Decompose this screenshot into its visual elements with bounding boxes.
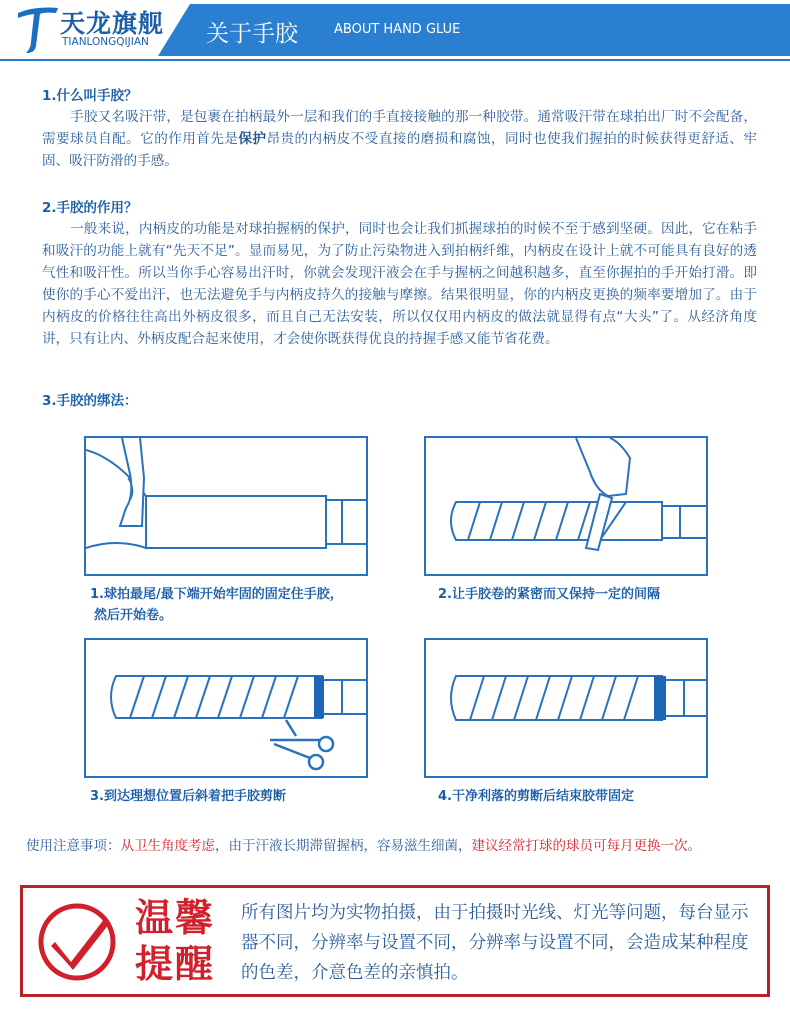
section1-text-b: 昂贵的内柄皮不受直接的磨损和腐蚀，同时也使我们握拍的时候获得更舒适、牢固、吸汗防滑的手感。 [42,131,758,169]
step3-caption [90,786,286,807]
step4-illustration [424,638,708,778]
brand-name-cn: 天龙旗舰 [60,9,165,38]
scissors-icon [270,720,333,769]
grip-illustration [426,640,706,776]
step2-illustration [424,436,708,576]
step4-caption [438,786,634,807]
step1-caption [90,584,343,626]
warm-tips-box [20,885,770,997]
page-header [0,0,790,62]
header-title-cn: 关于手胶 [206,21,298,47]
note-label: 使用注意事项： [26,838,121,854]
section2-title: 2.手胶的作用？ [42,200,138,216]
step2-caption [438,584,660,605]
step3-illustration [84,638,368,778]
hand-icon [120,438,144,526]
section1-text-bold: 保护 [238,131,267,147]
section1-text-a: 手胶又名吸汗带，是包裹在拍柄最外一层和我们的手直接接触的那一种胶带。通常吸汗带在球拍出厂时不会配备，需要球员自配。它的作用首先是 [42,109,757,147]
step1-caption-line2: 然后开始卷。 [94,608,173,623]
logo-t-icon [14,4,60,56]
check-icon [35,898,119,984]
step4-caption-line1: 4.干净利落的剪断后结束胶带固定 [438,789,634,804]
grip-illustration [426,438,706,574]
note-red-2: 建议经常打球的球员可每月更换一次 [471,838,688,854]
section1-text [42,106,757,172]
tips-title-line2: 提醒 [134,942,215,986]
section2-text-body: 一般来说，内柄皮的功能是对球拍握柄的保护，同时也会让我们抓握球拍的时候不至于感到坚硬。因此，它在粘手和吸汗的功能上就有“先天不足”。显而易见，为了防止污染物进入到拍柄纤维，内柄皮在设计上就不可能具有良好的透气性和吸汗性。所以当你手心容易出汗时，你就会发现汗液会在手与握柄之间越积越多，直至你握拍的手开始打滑。即使你的手心不爱出汗，也无法避免手与内柄皮持久的接触与摩擦。结果很明显，你的内柄皮更换的频率要增加了。由于内柄皮的价格往往高出外柄皮很多，而且自己无法安装，所以仅仅用内柄皮的做法就显得有点“大头”了。从经济角度讲，只有让内、外柄皮配合起来使用，才会使你既获得优良的持握手感又能节省花费。 [42,221,757,347]
usage-note [26,834,701,854]
grip-illustration [86,438,366,574]
tips-text: 所有图片均为实物拍摄，由于拍摄时光线、灯光等问题，每台显示器不同，分辨率与设置不同，分辨率与设置不同，会造成某种程度的色差，介意色差的亲慎拍。 [241,903,749,983]
section3-title: 3.手胶的绑法： [42,393,138,409]
section2-text [42,218,757,350]
note-mid: ，由于汗液长期滞留握柄，容易滋生细菌， [215,838,472,854]
brand-name-en: TIANLONGQIJIAN [62,36,149,48]
step1-illustration [84,436,368,576]
note-end: 。 [687,838,701,854]
step1-caption-line1: 1.球拍最尾/最下端开始牢固的固定住手胶， [90,587,343,602]
grip-illustration [86,640,366,776]
step3-caption-line1: 3.到达理想位置后斜着把手胶剪断 [90,789,286,804]
tips-title-line1: 温馨 [134,896,215,940]
header-title-en: ABOUT HAND GLUE [334,22,461,37]
note-red-1: 从卫生角度考虑 [120,838,215,854]
section1-title: 1.什么叫手胶？ [42,88,138,104]
hand-icon [576,438,630,550]
step2-caption-line1: 2.让手胶卷的紧密而又保持一定的间隔 [438,587,660,602]
